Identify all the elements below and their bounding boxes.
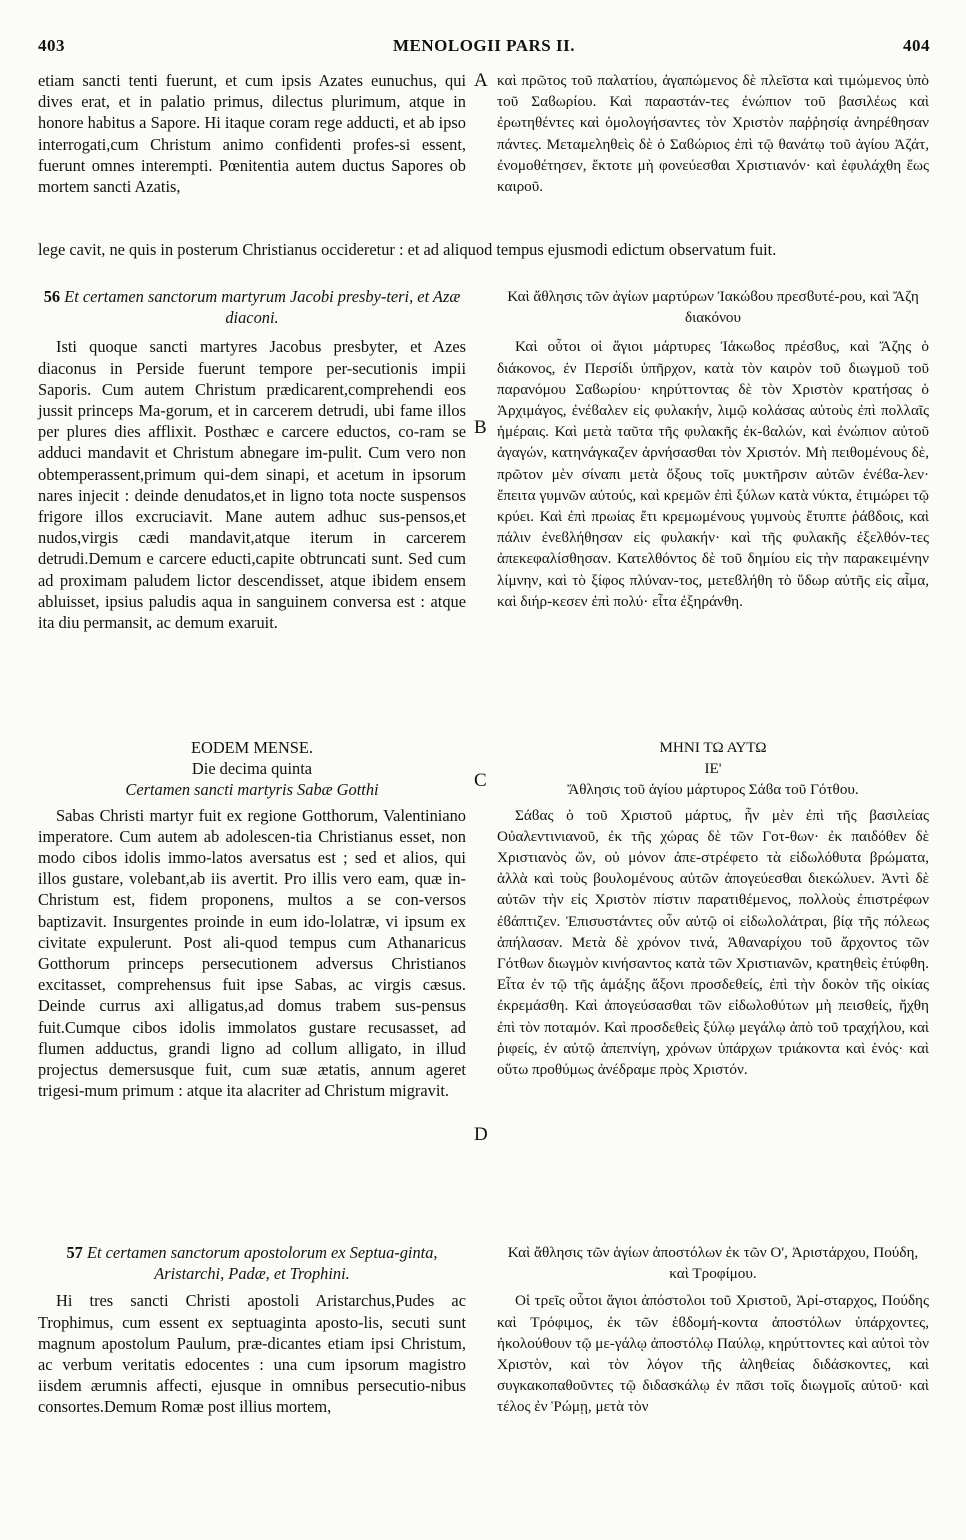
greek-section-title: Καὶ ἄθλησις τῶν ἁγίων ἀποστόλων ἐκ τῶν Ο', Ἀριστάρχου, Πούδη, καὶ Τροφίμου. (507, 1244, 919, 1283)
page-number-left: 403 (38, 36, 65, 55)
month-heading: EODEM MENSE. (190, 738, 314, 757)
section-title: Certamen sancti martyris Sabæ Gotthi (125, 780, 379, 800)
page-number-right: 404 (903, 36, 930, 55)
greek-section-title: Καὶ ἄθλησις τῶν ἁγίων μαρτύρων Ἰακώϐου πρεσϐυτέ-ρου, καὶ Ἄζη διακόνου (507, 288, 919, 327)
greek-paragraph: Καὶ οὗτοι οἱ ἅγιοι μάρτυρες Ἰάκωϐος πρέσϐυς, καὶ Ἄζης ὁ διάκονος, ἐν Περσίδι ὑπῆρχον, κατὰ τὸν καιρὸν τοῦ διωγμοῦ τοῦ παρανόμου Σαϐωρίου· κηρύττοντας δὲ τὸν Χριστὸν κρατήσας ὁ Ἀρχιμάγος, ἐνέϐαλεν εἰς φυλακήν, λιμῷ κολάσας αὐτοὺς ἐπὶ πολλαῖς ἡμέραις. Καὶ μετὰ ταῦτα τῆς φυλακῆς ἐκ-ϐαλών, καὶ ἐνώπιον αὐτοῦ ἀγαγών, κατηνάγκαζεν ἀρνήσασθαι τὸν Χριστόν. Μὴ πειθομένους δὲ, πρῶτον μὲν σίναπι μετὰ ὄξους τοῖς μυκτῆρσιν αὐτῶν ἐνέϐα-λεν· ἔπειτα γυμνῶν αὐτούς, καὶ κρεμῶν ἐπὶ ξύλων κατὰ νύκτα, ἐτιμώρει τῷ κρύει. Καὶ ἐπὶ πρωίας ἔτι κρεμωμένους γυμνοὺς ἔτυπτε ῥάϐδοις, καὶ πάλιν ἐνεϐλήθησαν εἰς φυλακήν· καὶ τῆς φυλακῆς ἐξελθόν-τες ἀπεκεφαλίσθησαν. Κατελθόντος δὲ τοῦ δημίου εἰς τὴν παρακειμένην λίμνην, καὶ τὸ ξίφος πλύναν-τος, μετεϐλήθη τὸ ὕδωρ αὐτῆς εἰς αἷμα, καὶ διήρ-κεσεν ἐπὶ πολύ· εἶτα ἐξηράνθη. (497, 338, 929, 610)
greek-day-heading: ΙΕ' (704, 760, 722, 778)
section-number: 56 (43, 287, 61, 306)
greek-section-mense (497, 737, 929, 1080)
greek-section-57 (497, 1242, 929, 1418)
greek-month-heading: ΜΗΝΙ ΤΩ ΑΥΤΩ (659, 739, 767, 756)
greek-paragraph: καὶ πρῶτος τοῦ παλατίου, ἀγαπώμενος δὲ πλεῖστα καὶ τιμώμενος ὑπὸ τοῦ Σαϐωρίου. Καὶ παραστάν-τες ἐνώπιον τοῦ βασιλέως καὶ ἐρωτηθέντες καὶ ὁμολογήσαντες τὸν Χριστὸν παῤῥησίᾳ ἀνηρέθησαν πάντες. Μεταμεληθεὶς δὲ ὁ Σαϐώριος ἐπὶ τῷ θανάτῳ τοῦ ἁγίου Ἀζάτ, ἐνομοθέτησεν, ἔκτοτε μὴ φονεύεσθαι Χριστιανόν· καὶ ἐφυλάχθη ἕως καιροῦ. (497, 72, 929, 196)
latin-section-56 (38, 286, 466, 633)
latin-column-top (38, 70, 466, 197)
latin-paragraph: Sabas Christi martyr fuit ex regione Gotthorum, Valentiniano imperatore. Cum autem ab adolescen-tia Christianus esset, non modo cibos idolis immo-latos aversatus est ; sed et alios, qui illos gustare, volebant,ab iis avertit. Pro illis vero eam, quæ in-Christum est, fidem proponens, multos a se con-versos baptizavit. Insurgentes proinde in eum ido-lolatræ, vi ipsum ex civitate expulerunt. Post ali-quod tempus cum Athanaricus Gotthorum princeps persecutionem adversus Christianos excitasset, comprehensus fuit ipse Sabas, ac virgis cæsus. Deinde currus axi alligatus,ad domus trabem sus-pensus fuit.Cumque cibos idolis immolatos gustare recusasset, ad flumen adductus, grandi ligno ad collum alligato, in illud projectus demersusque fuit, cum suæ ætatis, annum ageret trigesi-mum primum : atque ita alacriter ad Christum migravit. (38, 805, 466, 1101)
running-title: MENOLOGII PARS II. (392, 36, 575, 55)
margin-letter-c: C (474, 770, 487, 791)
greek-section-title: Ἄθλησις τοῦ ἁγίου μάρτυρος Σάϐα τοῦ Γότθου. (567, 781, 859, 799)
section-title: 56 Et certamen sanctorum martyrum Jacobi presby-teri, et Azæ diaconi. (43, 287, 461, 328)
margin-letter-a: A (474, 70, 488, 91)
latin-section-mense (38, 737, 466, 1101)
section-number: 57 (66, 1243, 83, 1262)
margin-letter-d: D (474, 1124, 488, 1145)
greek-column-top (497, 70, 929, 197)
section-title: 57 Et certamen sanctorum apostolorum ex Septua-ginta, Aristarchi, Padæ, et Trophini. (66, 1243, 438, 1284)
latin-paragraph-continued: lege cavit, ne quis in posterum Christianus occideretur : et ad aliquod tempus ejusmodi edictum observatum fuit. (38, 240, 777, 259)
greek-paragraph: Οἱ τρεῖς οὗτοι ἅγιοι ἀπόστολοι τοῦ Χριστοῦ, Ἀρί-σταρχος, Πούδης καὶ Τρόφιμος, ἐκ τῶν ἑϐδομή-κοντα ἀποστόλων ὑπάρχοντες, ἠκολούθουν τῷ με-γάλῳ ἀποστόλῳ Παύλῳ, κηρύττοντες καὶ αὐτοὶ τὸν Χριστὸν, καὶ τὸν λόγον τῆς ἀληθείας διδάσκοντες, καὶ συγκακοπαθοῦντες τῷ διδασκάλῳ ἐν πᾶσι τοῖς διωγμοῖς αὐτοῦ· καὶ τέλος ἐν Ῥώμῃ, μετὰ τὸν (497, 1292, 929, 1416)
day-heading: Die decima quinta (191, 759, 313, 779)
full-width-line (38, 239, 930, 260)
running-header (38, 36, 930, 60)
latin-paragraph: Hi tres sancti Christi apostoli Aristarchus,Pudes ac Trophimus, cum essent ex septuaginta aposto-lis, secuti sunt magnum apostolum Paulum, præ-dicantes etiam ipsi Christum, ac verbum veritatis edocentes : una cum ipsorum magistro iisdem ærumnis affecti, ejusque in omnibus persecutio-nibus consortes.Demum Romæ post illius mortem, (38, 1291, 466, 1417)
latin-section-57 (38, 1242, 466, 1418)
margin-letter-b: B (474, 417, 487, 438)
greek-paragraph: Σάϐας ὁ τοῦ Χριστοῦ μάρτυς, ἦν μὲν ἐπὶ τῆς βασιλείας Οὐαλεντινιανοῦ, ἐκ τῆς χώρας δὲ τῶν Γοτ-θων· ἐκ παιδόθεν δὲ Χριστιανὸς ὤν, οὐ μόνον ἀπε-στρέφετο τὰ εἰδωλόθυτα βρώματα, ἀλλὰ καὶ τοὺς βουλομένους αὐτῶν ἀπογεύεσθαι διεκώλυεν. Ἀντὶ δὲ αὐτῶν τὴν εἰς Χριστὸν πίστιν παρατιθέμενος, πολλοὺς ἐπιστρέφων ἐϐάπτιζεν. Ἐπισυστάντες οὖν αὐτῷ οἱ εἰδωλολάτραι, βίᾳ τῆς πόλεως ἀπήλασαν. Μετὰ δὲ χρόνον τινά, Ἀθαναρίχου τοῦ ἄρχοντος τῶν Γότθων διωγμὸν κινήσαντος κατὰ τῶν Χριστιανῶν, κρατηθεὶς ἐτύφθη. Εἶτα ἐν τῷ τῆς ἁμάξης ἄξονι προσδεθείς, ἐπὶ τὴν δοκὸν τῆς οἰκίας ἐκρεμάσθη. Καὶ ἀπογεύσασθαι τῶν εἰδωλοθύτων μὴ πεισθείς, ἤχθη ἐπὶ τὸν ποταμόν. Καὶ προσδεθεὶς ξύλῳ μεγάλῳ ἀπὸ τοῦ τραχήλου, καὶ ῥιφείς, ἐν αὐτῷ ἀπεπνίγη, χρόνων ὑπάρχων τριάκοντα καὶ ἑνός· καὶ οὕτω προθύμως ἀνέδραμε πρὸς Χριστόν. (497, 806, 929, 1079)
latin-paragraph: etiam sancti tenti fuerunt, et cum ipsis Azates eunuchus, qui dives erat, et in palatio primus, dilectus plurimum, atque in honore habitus a Sapore. Hi itaque coram rege adducti, et ab ipso interrogati,cum Christum animo confidenti profes-si essent, fuerunt omnes interempti. Pœnitentia autem ductus Sapores ob mortem sancti Azatis, (38, 71, 466, 197)
latin-paragraph: Isti quoque sancti martyres Jacobus presbyter, et Azes diaconus in Perside fuerunt tempore per-secutionis impii Saporis. Cum autem Christum prædicarent,comprehendi eos jussit princeps Ma-gorum, et in carcerem detrudi, ubi fame illos per plures dies afflixit. Posthæc e carcere eductos, co-ram se adduci mandavit et Christum abnegare im-pulit. Cum vero non obtemperassent,primum qui-dem sinapi, et acetum in ipsorum nares injecit : deinde denudatos,et in ligno tota nocte suspensos frigore illos excruciavit. Mane autem adhuc sus-pensos,et nudos,virgis cædi mandavit,atque iterum in carcerem detrudi.Demum e carcere educti,capite obtruncati sunt. Sed cum ad proximam paludem lictor descendisset, atque ibidem ensem abluisset, ipsius paludis aqua in sanguinem conversa est : atque ita diu permansit, ac demum exaruit. (38, 337, 466, 633)
greek-section-56 (497, 286, 929, 612)
